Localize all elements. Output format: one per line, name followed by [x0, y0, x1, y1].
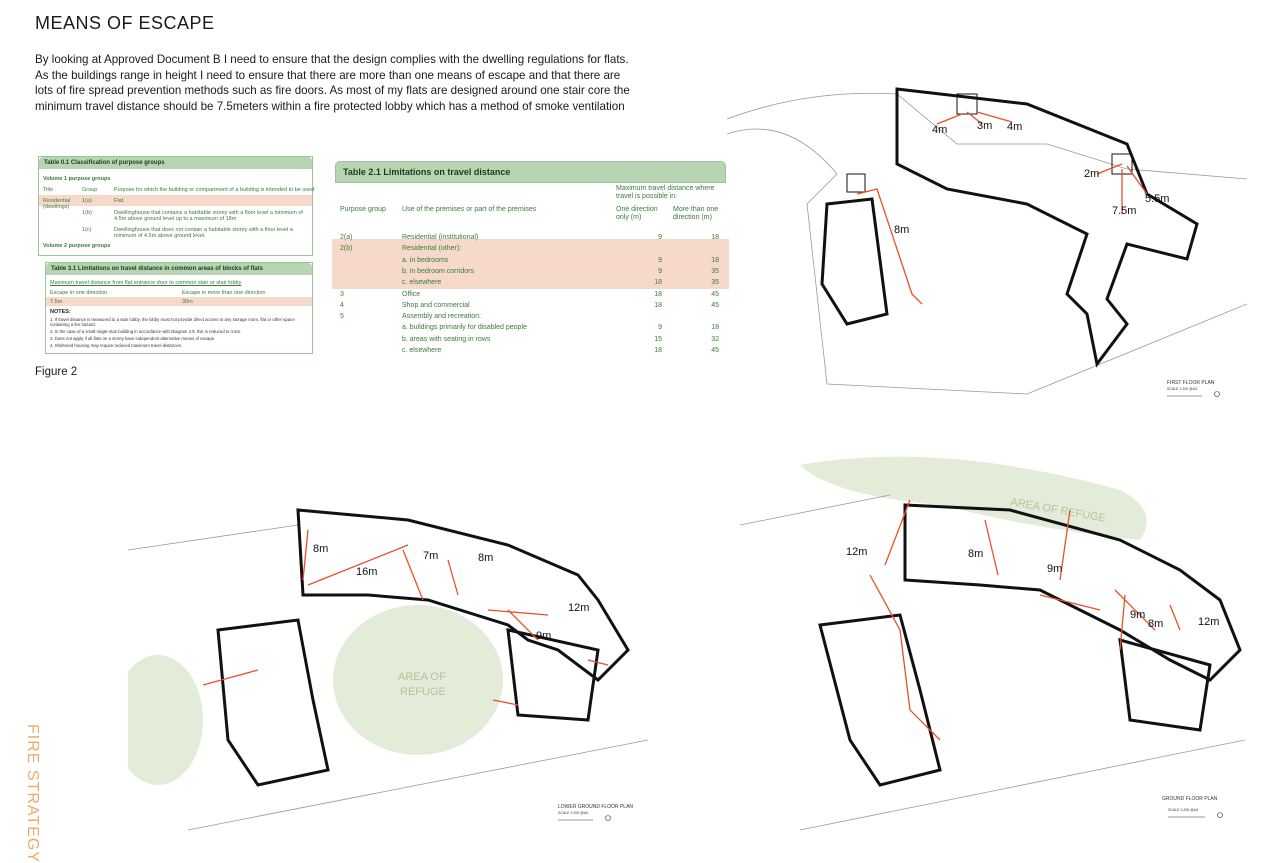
refuge-label: AREA OF REFUGE	[1009, 496, 1107, 525]
route-6	[1170, 605, 1180, 630]
t21-cell-more: 32	[711, 335, 719, 343]
dist-1: 8m	[313, 543, 329, 555]
dist-2: 3m	[977, 120, 993, 132]
t21-cell-use: a. in bedrooms	[402, 256, 449, 264]
t31-v1: 7.5m	[50, 299, 63, 305]
lower-caption: LOWER GROUND FLOOR PLAN	[558, 804, 634, 810]
dist-3: 9m	[1047, 563, 1063, 575]
west-block	[820, 615, 940, 785]
route-8	[870, 575, 940, 740]
route-8	[588, 660, 608, 665]
t21-cell-one: 9	[658, 267, 662, 275]
route-2	[985, 520, 998, 575]
col-purpose: Purpose for which the building or compartment of a building is intended to be used	[114, 187, 315, 193]
table-2-1-title: Table 2.1 Limitations on travel distance	[335, 161, 726, 183]
east-block	[1120, 640, 1210, 730]
north-icon	[1218, 813, 1223, 818]
r1-group: 1(a)	[82, 198, 92, 204]
t21-cell-more: 18	[711, 256, 719, 264]
t21-cell-more: 35	[711, 279, 719, 287]
dist-6: 12m	[1198, 616, 1220, 628]
t21-cell-use: Residential (institutional)	[402, 234, 479, 241]
t21-cell-pg: 2(b)	[340, 245, 353, 253]
vol1-label: Volume 1 purpose groups	[43, 176, 111, 182]
site-boundary	[727, 129, 1247, 394]
t31-n1: 1. If travel distance is measured to a stair lobby, the lobby must not provide direct access to any storage room, flat or other space containing a fire hazard.	[50, 317, 295, 327]
table-3-1	[45, 262, 313, 354]
dist-4: 8m	[478, 552, 494, 564]
refuge-line1: AREA OF	[398, 671, 446, 683]
t21-hmore: More than one direction (m)	[673, 206, 719, 221]
t21-cell-pg: 4	[340, 301, 344, 309]
dist-2: 16m	[356, 566, 378, 578]
r1-title: Residential (dwellings)	[43, 198, 71, 210]
site-line-bottom	[800, 740, 1245, 830]
t21-huse: Use of the premises or part of the premises	[402, 206, 537, 213]
lower-ground-floor-plan	[128, 500, 648, 840]
t21-cell-one: 9	[658, 256, 662, 264]
highlight-7-5m	[46, 297, 312, 306]
dist-6: 7.5m	[1112, 205, 1137, 217]
route-a	[937, 114, 962, 124]
dist-1: 4m	[932, 124, 948, 136]
east-block	[508, 630, 598, 720]
west-block	[822, 199, 887, 324]
t21-hmax: Maximum travel distance where travel is possible in:	[616, 185, 715, 200]
r2-purpose: Dwellinghouse that contains a habitable storey with a floor level a minimum of 4.5m above ground level up to a maximum of 18m	[114, 210, 303, 222]
intro-paragraph: By looking at Approved Document B I need to ensure that the design complies with the dwelling regulations for flats. As the buildings range in height I need to ensure that there are more than one means of escape and that there are lots of fire spread prevention methods such as fire doors. As most of my flats are designed around one stair core the minimum travel distance should be 7.5meters within a fire protected lobby which has a method of smoke ventilation	[35, 53, 630, 113]
t21-cell-more: 18	[711, 324, 719, 332]
t21-cell-pg: 5	[340, 313, 344, 321]
r3-group: 1(c)	[82, 227, 92, 233]
dist-5: 5.5m	[1145, 193, 1170, 205]
dist-4: 2m	[1084, 168, 1100, 180]
dist-4: 9m	[1130, 609, 1146, 621]
route-1	[303, 530, 308, 580]
route-5	[488, 610, 548, 615]
dist-3: 7m	[423, 550, 439, 562]
t21-cell-more: 18	[711, 234, 719, 241]
t21-cell-more: 35	[711, 267, 719, 275]
lower-scale: SCALE 1:200 @A3	[558, 811, 589, 815]
t21-cell-one: 18	[654, 347, 662, 354]
stair-core-3	[847, 174, 865, 192]
dist-3: 4m	[1007, 121, 1023, 133]
dist-2: 8m	[968, 548, 984, 560]
t21-cell-pg: 3	[340, 290, 344, 298]
t21-cell-use: Assembly and recreation:	[402, 313, 481, 321]
t31-c2: Escape in more than one direction	[182, 290, 266, 296]
t21-cell-one: 9	[658, 234, 662, 241]
t21-cell-more: 45	[711, 347, 719, 354]
first-caption: FIRST FLOOR PLAN	[1167, 380, 1215, 386]
t31-c1: Escape in one direction	[50, 290, 108, 296]
figure-caption: Figure 2	[35, 366, 78, 378]
r1-purpose: Flat.	[114, 198, 125, 204]
table-0-1-title: Table 0.1 Classification of purpose groups	[39, 157, 312, 169]
t21-cell-use: b. in bedroom corridors	[402, 267, 474, 275]
ground-scale: SCALE 1:200 @A3	[1168, 808, 1199, 812]
west-block	[218, 620, 328, 785]
t31-sub: Maximum travel distance from flat entrance door to common stair or stair lobby	[50, 280, 242, 286]
page-title: MEANS OF ESCAPE	[35, 13, 215, 33]
t21-hpg: Purpose group	[340, 206, 386, 213]
t21-cell-use: Residential (other):	[402, 245, 462, 253]
t31-n4: 4. Sheltered housing may require reduced maximum travel distances.	[50, 343, 183, 348]
highlight-flat	[39, 195, 312, 206]
t31-notes: NOTES:	[50, 309, 71, 315]
t21-cell-use: Office	[402, 290, 421, 298]
refuge-west	[128, 655, 203, 785]
refuge-line2: REFUGE	[400, 686, 446, 698]
t21-cell-use: b. areas with seating in rows	[402, 335, 491, 343]
dist-7: 8m	[894, 224, 910, 236]
t21-cell-use: c. elsewhere	[402, 347, 442, 354]
highlight-residential	[332, 239, 729, 289]
north-icon	[606, 816, 611, 821]
dist-5: 12m	[568, 602, 590, 614]
dist-6: 9m	[536, 630, 552, 642]
ground-caption: GROUND FLOOR PLAN	[1162, 796, 1218, 802]
vol2-label: Volume 2 purpose groups	[43, 243, 111, 249]
refuge-area	[800, 457, 1147, 540]
side-label: FIRE STRATEGY	[24, 724, 41, 863]
first-scale: SCALE 1:200 @A3	[1167, 387, 1198, 391]
route-4	[1040, 595, 1100, 610]
site-line	[727, 93, 1247, 179]
t21-cell-use: Shop and commercial	[402, 301, 470, 309]
route-4	[448, 560, 458, 595]
site-line	[128, 525, 298, 550]
t21-cell-more: 45	[711, 301, 719, 309]
route-7	[203, 670, 258, 685]
t21-cell-more: 45	[711, 290, 719, 298]
t31-n2: 2. In the case of a small single stair building in accordance with Diagram 3.9, this is reduced to 4.5m.	[50, 329, 242, 334]
t21-cell-one: 18	[654, 290, 662, 298]
dist-5: 8m	[1148, 618, 1164, 630]
t21-cell-one: 15	[654, 335, 662, 343]
t21-cell-use: c. elsewhere	[402, 279, 442, 287]
ground-floor-plan	[740, 450, 1245, 835]
col-title: Title	[43, 187, 54, 193]
t21-cell-one: 9	[658, 324, 662, 332]
dist-1: 12m	[846, 546, 868, 558]
route-d	[1097, 164, 1122, 174]
t21-cell-one: 18	[654, 301, 662, 309]
t21-cell-one: 18	[654, 279, 662, 287]
t31-n3: 3. Does not apply if all flats on a storey have independent alternative means of escape.	[50, 336, 216, 341]
table-0-1	[38, 156, 313, 256]
r3-purpose: Dwellinghouse that does not contain a habitable storey with a floor level a minimum of 4.5m above ground level.	[114, 227, 293, 239]
route-g	[857, 189, 922, 304]
t21-hone: One direction only (m)	[616, 206, 658, 221]
north-icon	[1215, 392, 1220, 397]
t21-cell-pg: 2(a)	[340, 234, 353, 241]
table-3-1-title: Table 3.1 Limitations on travel distance in common areas of blocks of flats	[46, 263, 312, 275]
t31-v2: 30m	[182, 299, 193, 305]
site-line	[740, 495, 890, 525]
first-floor-plan	[727, 84, 1247, 414]
r2-group: 1(b)	[82, 210, 92, 216]
route-3	[403, 550, 423, 600]
col-group: Group	[82, 187, 98, 193]
table-2-1	[335, 161, 726, 359]
t21-cell-use: a. buildings primarily for disabled people	[402, 324, 527, 332]
